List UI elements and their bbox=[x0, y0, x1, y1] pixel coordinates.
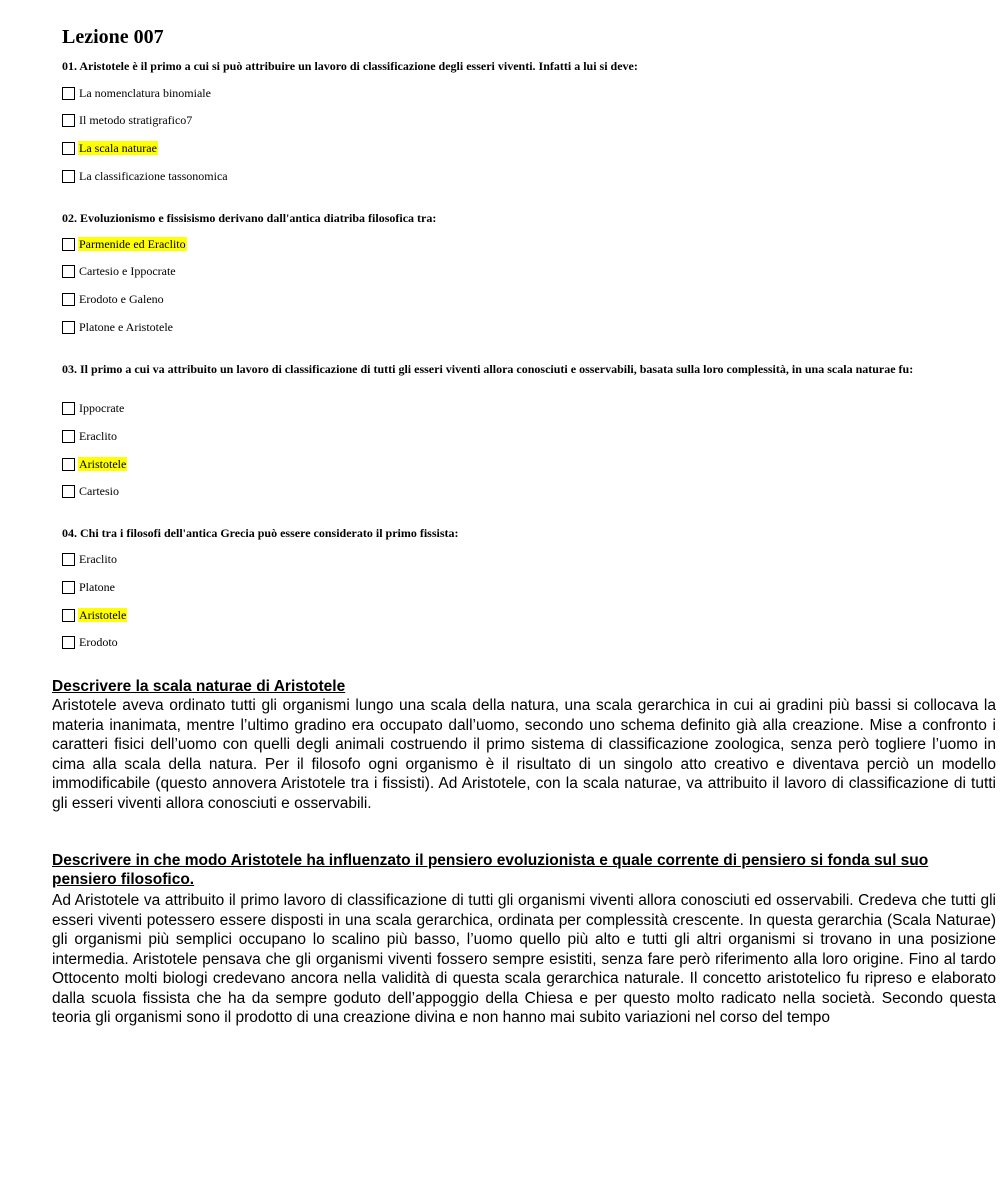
question-1-option-4[interactable] bbox=[62, 168, 229, 184]
option-label: Cartesio e Ippocrate bbox=[79, 264, 176, 278]
option-label: Eraclito bbox=[79, 552, 117, 566]
checkbox[interactable] bbox=[62, 142, 75, 155]
checkbox[interactable] bbox=[62, 293, 75, 306]
question-1-option-3[interactable] bbox=[62, 140, 158, 156]
question-3-option-3[interactable] bbox=[62, 456, 127, 472]
option-label: Cartesio bbox=[79, 484, 119, 498]
checkbox[interactable] bbox=[62, 402, 75, 415]
checkbox[interactable] bbox=[62, 87, 75, 100]
section-1-body: Aristotele aveva ordinato tutti gli organismi lungo una scala della natura, una scala gerarchica in cui ai gradini più bassi si collocava la materia inanimata, mentre l’ultimo gradino era occupato dall’uomo, secondo uno schema definito già alla creazione. Mise a confronto i caratteri fisici dell’uomo con quelli degli animali costruendo il primo sistema di classificazione zoologica, senza però togliere l’uomo in cima alla scala della natura. Per il filosofo ogni organismo è il risultato di un singolo atto creativo e diventava perciò un modello immodificabile (questo annovera Aristotele tra i fissisti). Ad Aristotele, con la scala naturae, va attribuito il lavoro di classificazione di tutti gli esseri viventi allora conosciuti e osservabili. bbox=[52, 697, 996, 812]
option-label-highlighted: Parmenide ed Eraclito bbox=[79, 237, 186, 251]
question-4-option-2[interactable] bbox=[62, 579, 116, 595]
checkbox[interactable] bbox=[62, 485, 75, 498]
checkbox[interactable] bbox=[62, 609, 75, 622]
checkbox[interactable] bbox=[62, 114, 75, 127]
option-label: La classificazione tassonomica bbox=[79, 169, 228, 183]
section-2-heading: Descrivere in che modo Aristotele ha influenzato il pensiero evoluzionista e quale corrente di pensiero si fonda sul suo pensiero filosofico. bbox=[52, 852, 929, 888]
question-4-option-3[interactable] bbox=[62, 607, 127, 623]
lesson-title: Lezione 007 bbox=[62, 26, 164, 48]
question-4-text: 04. Chi tra i filosofi dell'antica Grecia può essere considerato il primo fissista: bbox=[62, 526, 459, 540]
question-1-option-1[interactable] bbox=[62, 85, 212, 101]
question-2-option-1[interactable] bbox=[62, 236, 187, 252]
question-2-option-2[interactable] bbox=[62, 263, 177, 279]
option-label: La nomenclatura binomiale bbox=[79, 86, 211, 100]
checkbox[interactable] bbox=[62, 321, 75, 334]
option-label: Platone bbox=[79, 580, 115, 594]
checkbox[interactable] bbox=[62, 170, 75, 183]
checkbox[interactable] bbox=[62, 458, 75, 471]
question-3-option-1[interactable] bbox=[62, 400, 125, 416]
option-label: Platone e Aristotele bbox=[79, 320, 173, 334]
checkbox[interactable] bbox=[62, 636, 75, 649]
checkbox[interactable] bbox=[62, 265, 75, 278]
question-2-option-3[interactable] bbox=[62, 291, 165, 307]
option-label-highlighted: La scala naturae bbox=[79, 141, 157, 155]
option-label-highlighted: Aristotele bbox=[79, 608, 127, 622]
checkbox[interactable] bbox=[62, 238, 75, 251]
question-1-option-2[interactable] bbox=[62, 112, 193, 128]
checkbox[interactable] bbox=[62, 430, 75, 443]
question-3-option-4[interactable] bbox=[62, 483, 120, 499]
section-1-heading: Descrivere la scala naturae di Aristotele bbox=[52, 678, 346, 695]
option-label: Erodoto e Galeno bbox=[79, 292, 164, 306]
option-label: Eraclito bbox=[79, 429, 117, 443]
question-4-option-1[interactable] bbox=[62, 551, 118, 567]
option-label: Erodoto bbox=[79, 635, 118, 649]
question-4-option-4[interactable] bbox=[62, 634, 119, 650]
section-2-body: Ad Aristotele va attribuito il primo lavoro di classificazione di tutti gli organismi viventi allora conosciuti ed osservabili. Credeva che tutti gli esseri viventi potessero essere disposti in una scala gerarchica, ordinata per complessità crescente. In questa gerarchia (Scala Naturae) gli organismi più semplici occupano lo scalino più basso, l’uomo quello più alto e tutti gli altri organismi si trovano in una posizione intermedia. Aristotele pensava che gli organismi viventi fossero sempre esistiti, senza fare però riferimento alla loro origine. Fino al tardo Ottocento molti biologi credevano ancora nella validità di questa scala gerarchica naturale. Il concetto aristotelico fu ripreso e elaborato dalla scuola fissista che ha da sempre goduto dell’appoggio della Chiesa e per questo molto radicato nella società. Secondo questa teoria gli organismi sono il prodotto di una creazione divina e non hanno mai subito variazioni nel corso del tempo bbox=[52, 892, 996, 1026]
option-label: Il metodo stratigrafico7 bbox=[79, 113, 193, 127]
checkbox[interactable] bbox=[62, 553, 75, 566]
question-1-text: 01. Aristotele è il primo a cui si può attribuire un lavoro di classificazione degli esseri viventi. Infatti a lui si deve: bbox=[62, 59, 638, 73]
option-label: Ippocrate bbox=[79, 401, 125, 415]
question-2-option-4[interactable] bbox=[62, 319, 174, 335]
option-label-highlighted: Aristotele bbox=[79, 457, 127, 471]
checkbox[interactable] bbox=[62, 581, 75, 594]
question-2-text: 02. Evoluzionismo e fissisismo derivano dall'antica diatriba filosofica tra: bbox=[62, 211, 437, 225]
question-3-text: 03. Il primo a cui va attribuito un lavoro di classificazione di tutti gli esseri viventi allora conosciuti e osservabili, basata sulla loro complessità, in una scala naturae fu: bbox=[62, 362, 914, 376]
question-3-option-2[interactable] bbox=[62, 428, 118, 444]
